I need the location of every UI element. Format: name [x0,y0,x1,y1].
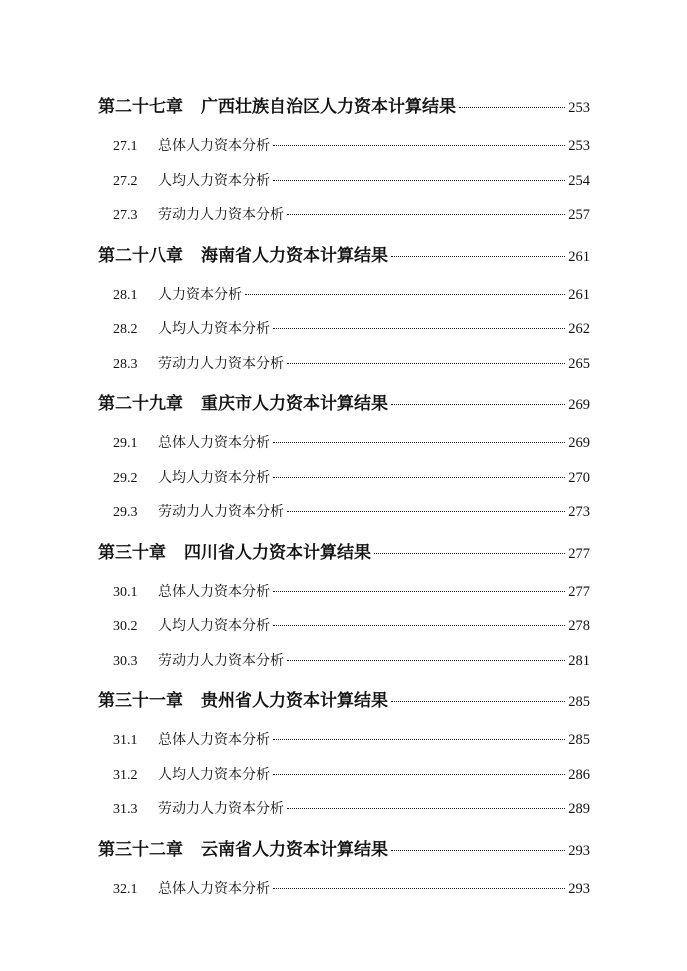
chapter-page-number: 261 [568,248,590,265]
section-entry[interactable] [98,278,590,313]
dot-leader [273,477,565,478]
section-page-number: 270 [568,469,590,486]
section-page-number: 269 [568,435,590,451]
section-number: 30.2 [113,619,138,634]
chapter-page-number: 269 [568,397,590,413]
dot-leader [273,774,565,775]
section-entry[interactable] [98,461,590,496]
dot-leader [287,363,565,364]
section-page-number: 254 [568,172,590,189]
dot-leader [391,256,565,257]
section-title: 总体人力资本分析 [158,880,270,897]
table-of-contents [98,88,590,912]
section-page-number: 278 [568,618,590,634]
section-title: 劳动力人力资本分析 [158,355,284,372]
dot-leader [273,180,565,181]
chapter-block [98,387,590,530]
section-entry[interactable] [98,426,590,461]
section-title: 人均人力资本分析 [158,321,270,337]
chapter-entry[interactable] [98,833,590,867]
section-list [98,570,590,679]
section-number: 28.3 [113,356,138,372]
section-entry[interactable] [98,792,590,827]
section-number: 29.1 [113,436,138,451]
chapter-number: 第三十二章 [98,839,183,860]
section-page-number: 277 [568,583,590,600]
section-number: 29.3 [113,505,138,520]
dot-leader [273,328,565,329]
chapter-block [98,833,590,907]
section-number: 28.1 [113,287,138,303]
chapter-entry[interactable] [98,387,590,421]
dot-leader [287,214,565,215]
section-title: 总体人力资本分析 [158,435,270,451]
chapter-entry[interactable] [98,684,590,718]
section-title: 人均人力资本分析 [158,766,270,783]
chapter-entry[interactable] [98,90,590,124]
section-title: 劳动力人力资本分析 [158,207,284,223]
section-number: 29.2 [113,470,138,486]
section-title: 人均人力资本分析 [158,618,270,634]
chapter-block [98,536,590,679]
dot-leader [391,850,565,851]
section-page-number: 257 [568,207,590,223]
chapter-block [98,90,590,233]
dot-leader [273,591,565,592]
dot-leader [273,145,565,146]
dot-leader [374,553,565,554]
section-number: 32.1 [113,881,138,897]
section-page-number: 265 [568,355,590,372]
section-list [98,718,590,827]
section-entry[interactable] [98,164,590,199]
section-list [98,421,590,530]
section-page-number: 285 [568,732,590,748]
section-entry[interactable] [98,198,590,233]
dot-leader [245,294,565,295]
section-title: 人均人力资本分析 [158,172,270,189]
dot-leader [273,739,565,740]
dot-leader [391,404,565,405]
chapter-page-number: 277 [568,545,590,562]
section-number: 30.1 [113,584,138,600]
section-title: 劳动力人力资本分析 [158,504,284,520]
section-list [98,273,590,382]
section-entry[interactable] [98,347,590,382]
section-number: 28.2 [113,322,138,337]
section-page-number: 281 [568,652,590,669]
section-page-number: 289 [568,801,590,817]
dot-leader [287,511,565,512]
section-entry[interactable] [98,575,590,610]
section-number: 31.2 [113,767,138,783]
chapter-number: 第二十七章 [98,97,183,117]
dot-leader [287,660,565,661]
chapter-block [98,239,590,382]
section-entry[interactable] [98,723,590,758]
chapter-number: 第二十八章 [98,245,183,266]
section-title: 总体人力资本分析 [158,732,270,748]
chapter-page-number: 285 [568,694,590,710]
chapter-title: 四川省人力资本计算结果 [184,542,371,563]
dot-leader [459,107,565,108]
section-entry[interactable] [98,609,590,644]
section-number: 27.2 [113,173,138,189]
section-title: 人力资本分析 [158,286,242,303]
chapter-number: 第三十一章 [98,691,183,711]
section-page-number: 261 [568,286,590,303]
section-entry[interactable] [98,644,590,679]
section-entry[interactable] [98,495,590,530]
chapter-title: 云南省人力资本计算结果 [201,839,388,860]
chapter-entry[interactable] [98,239,590,273]
chapter-title: 重庆市人力资本计算结果 [201,394,388,414]
section-page-number: 273 [568,504,590,520]
chapter-title: 贵州省人力资本计算结果 [201,691,388,711]
chapter-title: 海南省人力资本计算结果 [201,245,388,266]
dot-leader [273,888,565,889]
dot-leader [391,701,565,702]
section-list [98,124,590,233]
section-number: 31.3 [113,802,138,817]
section-number: 31.1 [113,733,138,748]
section-title: 总体人力资本分析 [158,138,270,154]
section-title: 劳动力人力资本分析 [158,801,284,817]
chapter-entry[interactable] [98,536,590,570]
section-number: 27.3 [113,208,138,223]
section-page-number: 262 [568,321,590,337]
section-page-number: 286 [568,766,590,783]
chapter-number: 第三十章 [98,542,166,563]
section-entry[interactable] [98,872,590,907]
chapter-page-number: 293 [568,842,590,859]
chapter-page-number: 253 [568,100,590,116]
section-entry[interactable] [98,129,590,164]
chapter-block [98,684,590,827]
section-number: 30.3 [113,653,138,669]
section-number: 27.1 [113,139,138,154]
section-title: 劳动力人力资本分析 [158,652,284,669]
chapter-title: 广西壮族自治区人力资本计算结果 [201,97,456,117]
section-list [98,867,590,907]
chapter-number: 第二十九章 [98,394,183,414]
section-page-number: 293 [568,880,590,897]
section-entry[interactable] [98,312,590,347]
dot-leader [273,442,565,443]
dot-leader [287,808,565,809]
section-title: 人均人力资本分析 [158,469,270,486]
section-title: 总体人力资本分析 [158,583,270,600]
dot-leader [273,625,565,626]
section-entry[interactable] [98,758,590,793]
section-page-number: 253 [568,138,590,154]
